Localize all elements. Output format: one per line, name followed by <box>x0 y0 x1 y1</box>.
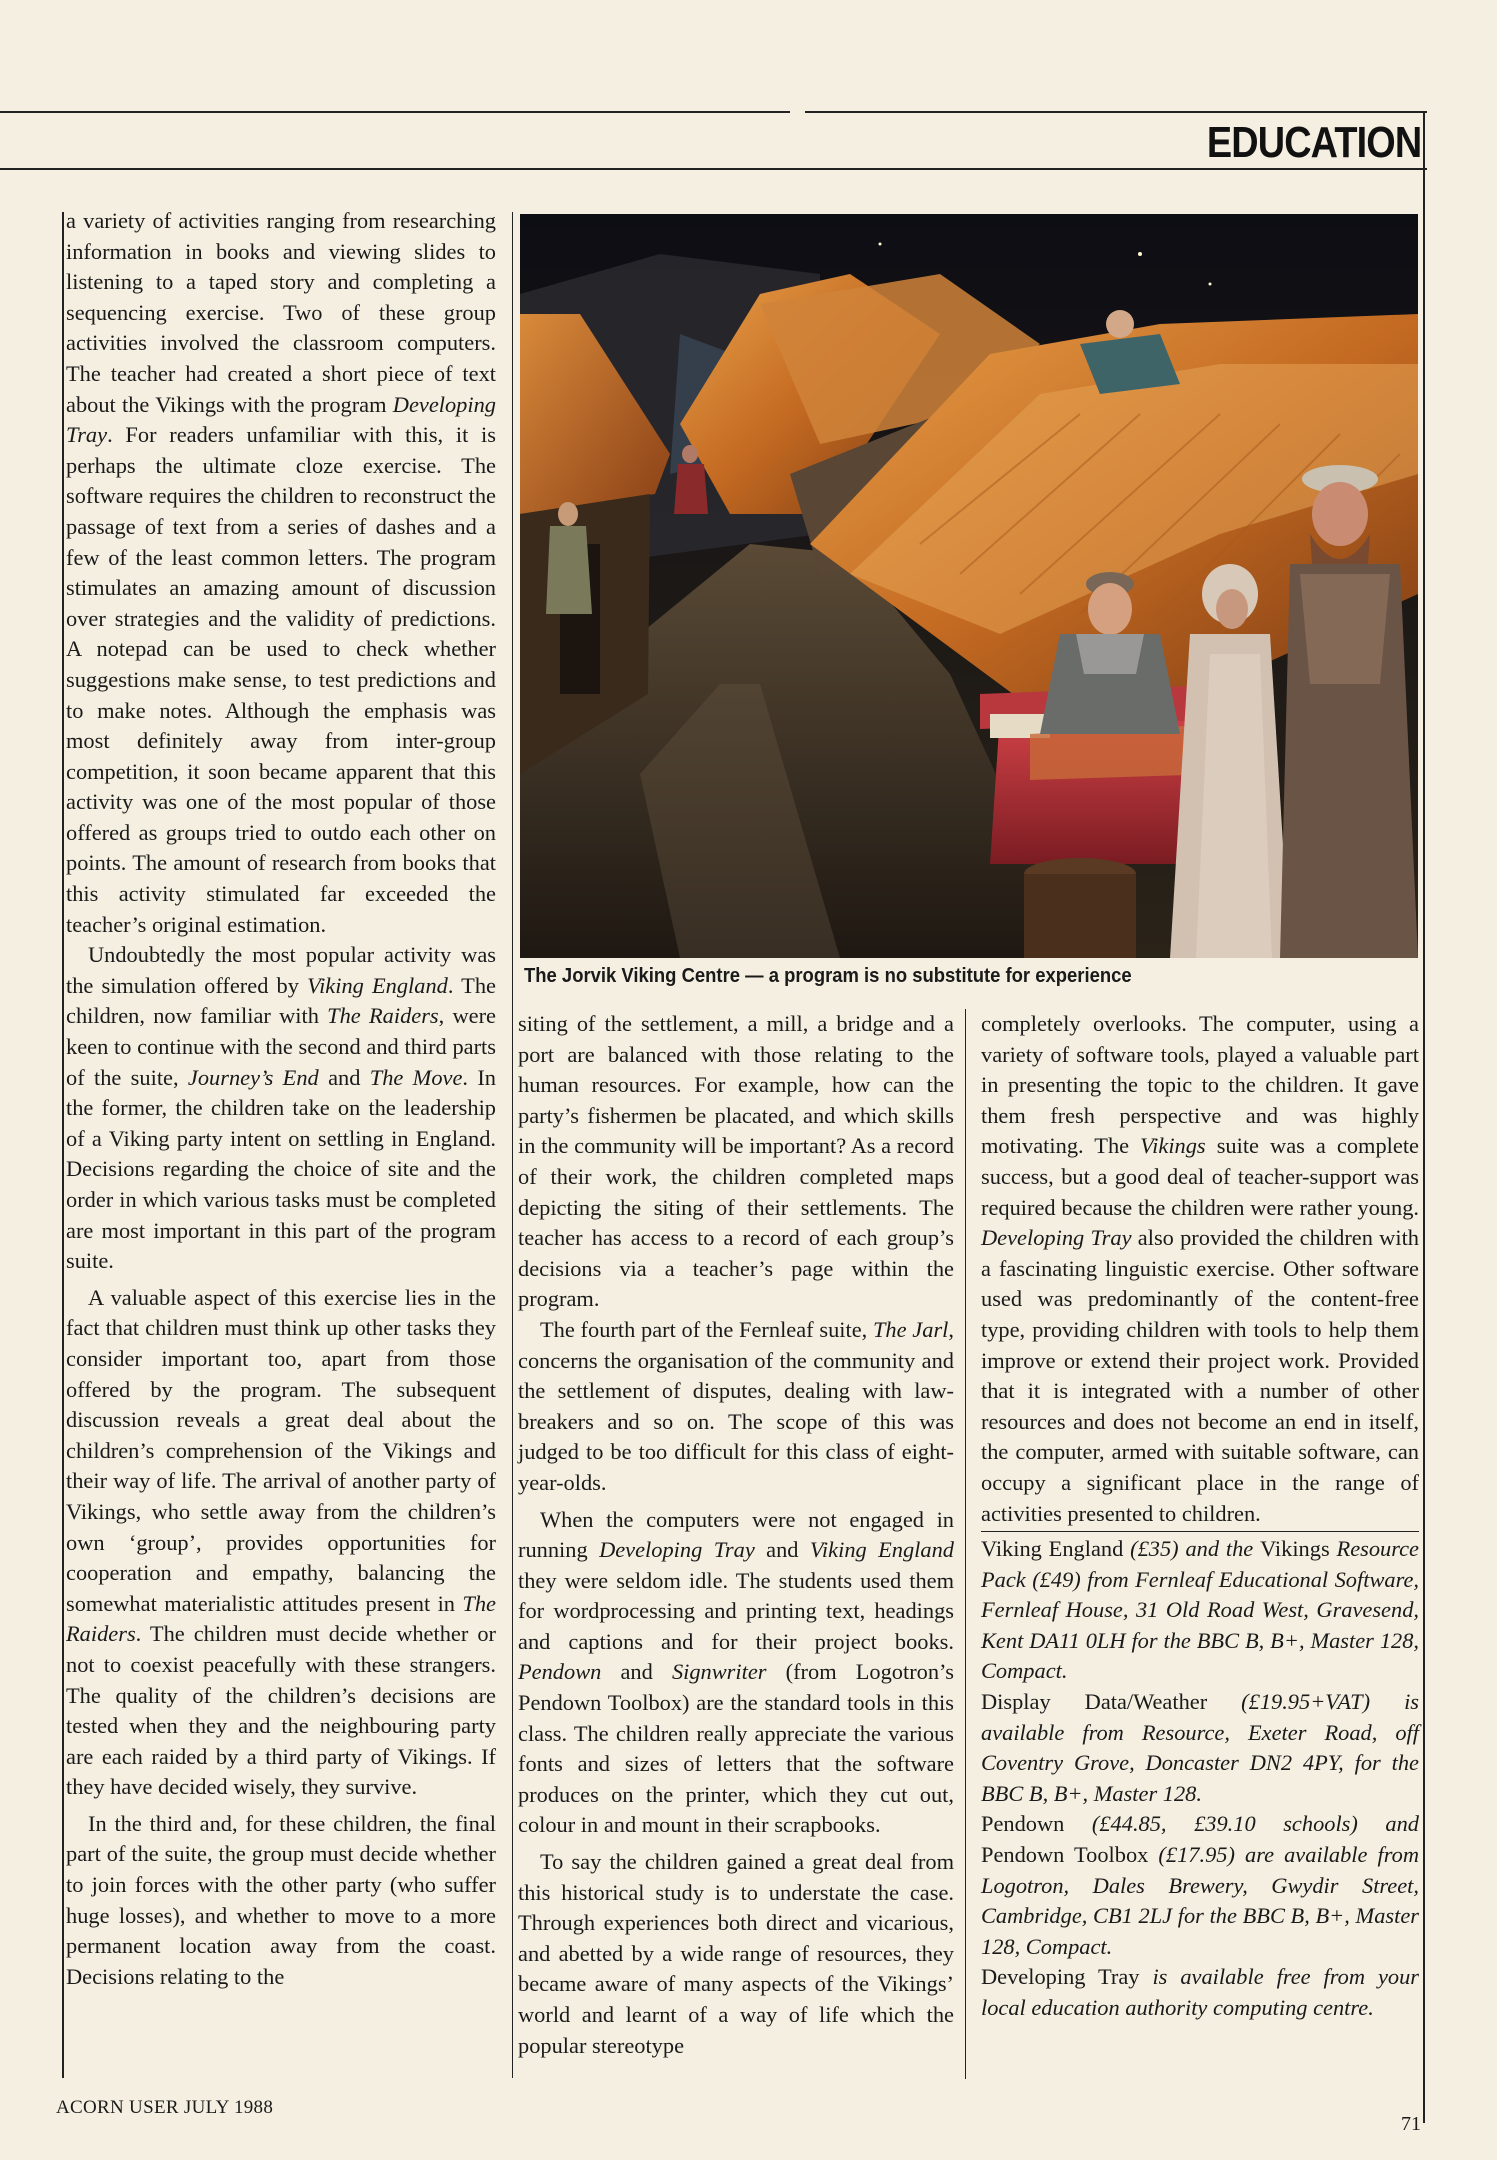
column1-left-bar <box>62 212 64 2078</box>
program-title: Developing Tray <box>66 391 496 448</box>
program-title: The Move <box>369 1064 463 1090</box>
column-divider-1 <box>512 212 513 2078</box>
publication-footer: ACORN USER JULY 1988 <box>56 2097 274 2118</box>
top-rule-left <box>0 111 790 113</box>
column-divider-2 <box>965 1009 966 2079</box>
page-number: 71 <box>1401 2113 1421 2135</box>
product-listings <box>981 1534 1419 2024</box>
program-title: Developing Tray <box>599 1537 755 1563</box>
listing-rule <box>981 1531 1419 1532</box>
program-title: Pendown <box>518 1659 602 1685</box>
program-title: The Raiders <box>66 1590 496 1647</box>
listing-item: Pendown (£44.85, £39.10 schools) and Pendown Toolbox (£17.95) are available from Logotron, Dales Brewery, Gwydir Street, Cambridge, CB1 2LJ for the BBC B, B+, Master 128, Compact. <box>981 1811 1419 1959</box>
section-label: EDUCATION <box>1206 118 1421 167</box>
paragraph: To say the children gained a great deal from this historical study is to understate the case. Through experiences both direct and vicarious, and abetted by a wide range of resources, they became aware of many aspects of the Vikings’ world and learnt of a way of life which the popular stereotype <box>518 1849 954 2058</box>
jorvik-photo <box>520 214 1418 958</box>
paragraph: a variety of activities ranging from researching information in books and viewing slides to listening to a taped story and completing a sequencing exercise. Two of these group activities involved the classroom computers. The teacher had created a short piece of text about the Vikings with the program Developing Tray. For readers unfamiliar with this, it is perhaps the ultimate cloze exercise. The software requires the children to reconstruct the passage of text from a series of dashes and a few of the least common letters. The program stimulates an amazing amount of discussion over strategies and the validity of predictions. A notepad can be used to check whether suggestions make sense, to test predictions and to make notes. Although the emphasis was most definitely away from inter-group competition, it soon became apparent that this activity was one of the most popular of those offered as groups tried to outdo each other on points. The amount of research from books that this activity stimulated far exceeded the teacher’s original estimation. <box>66 208 496 937</box>
paragraph: A valuable aspect of this exercise lies in the fact that children must think up other tasks they consider important too, apart from those offered by the program. The subsequent discussion reveals a great deal about the children’s comprehension of the Vikings and their way of life. The arrival of another party of Vikings, who settle away from the children’s own ‘group’, provides opportunities for cooperation and empathy, balancing the somewhat materialistic attitudes present in The Raiders. The children must decide whether or not to coexist peacefully with these strangers. The quality of the children’s decisions are tested when they and the neighbouring party are each raided by a third party of Vikings. If they have decided wisely, they survive. <box>66 1284 496 1800</box>
listing-item: Display Data/Weather (£19.95+VAT) is available from Resource, Exeter Road, off Coventry Grove, Doncaster DN2 4PY, for the BBC B, B+, Master 128. <box>981 1689 1420 1806</box>
program-title: Viking England <box>307 972 448 998</box>
header-rule <box>0 168 1427 170</box>
listing-item: Viking England (£35) and the Vikings Resource Pack (£49) from Fernleaf Educational Software, Fernleaf House, 31 Old Road West, Gravesend, Kent DA11 0LH for the BBC B, B+, Master 128, Compact. <box>981 1536 1419 1684</box>
column-2 <box>518 1009 954 2061</box>
program-title: Viking England <box>809 1537 954 1563</box>
photo-caption: The Jorvik Viking Centre — a program is no substitute for experience <box>524 964 1132 987</box>
paragraph: siting of the settlement, a mill, a bridge and a port are balanced with those relating to the human resources. For example, how can the party’s fishermen be placated, and which skills in the community will be important? As a record of their work, the children completed maps depicting the siting of their settlements. The teacher has access to a record of each group’s decisions via a teacher’s page within the program. <box>518 1011 954 1312</box>
program-title: Journey’s End <box>187 1064 319 1090</box>
top-rule-right <box>805 111 1427 113</box>
paragraph: In the third and, for these children, the final part of the suite, the group must decide whether to join forces with the other party (who suffer huge losses), and whether to move to a more permanent location away from the coast. Decisions relating to the <box>66 1810 496 1989</box>
header-side-bar <box>1423 113 1425 2123</box>
program-title: Signwriter <box>671 1659 767 1685</box>
program-title: The Raiders <box>327 1003 439 1029</box>
program-title: Vikings <box>1140 1133 1206 1159</box>
column-1 <box>66 206 496 1992</box>
paragraph: completely overlooks. The computer, using a variety of software tools, played a valuable part in presenting the topic to the children. It gave them fresh perspective and was highly motivating. The Vikings suite was a complete success, but a good deal of teacher-support was required because the children were rather young. Developing Tray also provided the children with a fascinating linguistic exercise. Other software used was predominantly of the content-free type, providing children with tools to help them improve or extend their project work. Provided that it is integrated with a number of other resources and does not become an end in itself, the computer, armed with suitable software, can occupy a significant place in the range of activities presented to children. <box>981 1011 1419 1526</box>
paragraph: When the computers were not engaged in running Developing Tray and Viking England they were seldom idle. The students used them for wordprocessing and printing text, headings and captions and for their project books. Pendown and Signwriter (from Logotron’s Pendown Toolbox) are the standard tools in this class. The children really appreciate the various fonts and sizes of letters that the software produces on the printer, which they cut out, colour in and mount in their scrapbooks. <box>518 1506 954 1838</box>
column-3 <box>981 1009 1419 2024</box>
program-title: The Jarl <box>872 1316 949 1342</box>
program-title: Developing Tray <box>981 1225 1132 1251</box>
paragraph: Undoubtedly the most popular activity was the simulation offered by Viking England. The children, now familiar with The Raiders, were keen to continue with the second and third parts of the suite, Journey’s End and The Move. In the former, the children take on the leadership of a Viking party intent on settling in England. Decisions regarding the choice of site and the order in which various tasks must be completed are most important in this part of the program suite. <box>66 942 496 1274</box>
listing-item: Developing Tray is available free from your local education authority computing centre. <box>981 1964 1420 2020</box>
paragraph: The fourth part of the Fernleaf suite, The Jarl, concerns the organisation of the community and the settlement of disputes, dealing with law-breakers and so on. The scope of this was judged to be too difficult for this class of eight-year-olds. <box>518 1316 954 1495</box>
